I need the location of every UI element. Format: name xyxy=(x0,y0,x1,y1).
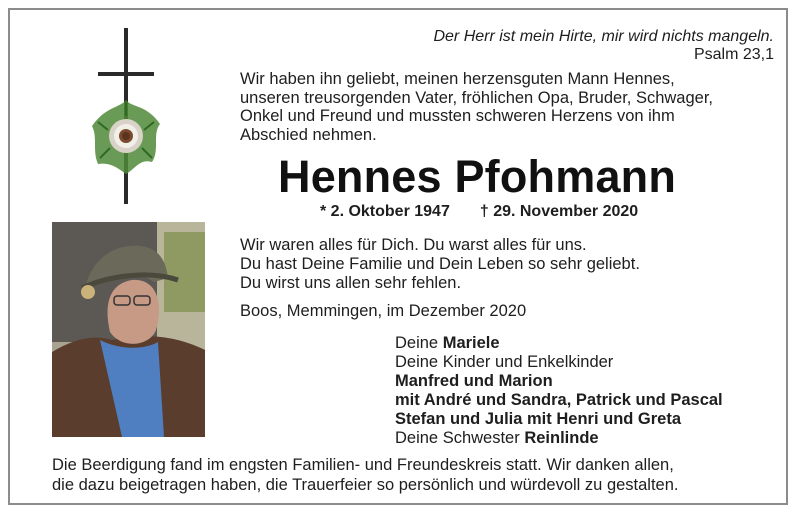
sister-line xyxy=(395,429,723,448)
quote-reference: Psalm 23,1 xyxy=(693,46,774,63)
cross-thistle-icon xyxy=(86,28,166,204)
deceased-name: Hennes Pfohmann xyxy=(278,151,677,202)
closing-text xyxy=(52,456,679,495)
quote-text: Der Herr ist mein Hirte, mir wird nichts mangeln. xyxy=(433,28,774,45)
intro-line: unseren treusorgenden Vater, fröhlichen Opa, Bruder, Schwager, xyxy=(240,88,713,107)
wife-prefix: Deine xyxy=(395,334,443,352)
poem-line: Du hast Deine Familie und Dein Leben so sehr geliebt. xyxy=(240,255,640,273)
intro-line: Onkel und Freund und mussten schweren Herzens von ihm xyxy=(240,107,675,125)
sister-name: Reinlinde xyxy=(524,429,599,447)
birth-date: * 2. Oktober 1947 xyxy=(320,203,450,220)
place-date: Boos, Memmingen, im Dezember 2020 xyxy=(240,302,527,320)
death-date: † 29. November 2020 xyxy=(479,203,639,220)
poem-line: Wir waren alles für Dich. Du warst alles für uns. xyxy=(240,236,587,254)
wife-line xyxy=(395,334,723,353)
life-dates xyxy=(320,203,638,221)
family-line: Stefan und Julia mit Henri und Greta xyxy=(395,410,682,428)
intro-line: Abschied nehmen. xyxy=(240,125,377,144)
family-line: mit André und Sandra, Patrick und Pascal xyxy=(395,391,723,409)
sister-prefix: Deine Schwester xyxy=(395,429,525,447)
wife-name: Mariele xyxy=(442,334,500,352)
children-heading: Deine Kinder und Enkelkinder xyxy=(395,353,614,371)
closing-line: die dazu beigetragen haben, die Trauerfeier so persönlich und würdevoll zu gestalten. xyxy=(52,475,679,494)
intro-text xyxy=(240,70,713,144)
family-line: Manfred und Marion xyxy=(395,372,553,390)
closing-line: Die Beerdigung fand im engsten Familien- und Freundeskreis statt. Wir danken allen, xyxy=(52,456,674,474)
mourners-list xyxy=(395,334,723,448)
intro-line: Wir haben ihn geliebt, meinen herzensguten Mann Hennes, xyxy=(240,70,675,88)
poem-text xyxy=(240,236,640,293)
bible-quote xyxy=(433,28,774,64)
portrait-photo xyxy=(52,222,205,437)
poem-line: Du wirst uns allen sehr fehlen. xyxy=(240,274,462,292)
